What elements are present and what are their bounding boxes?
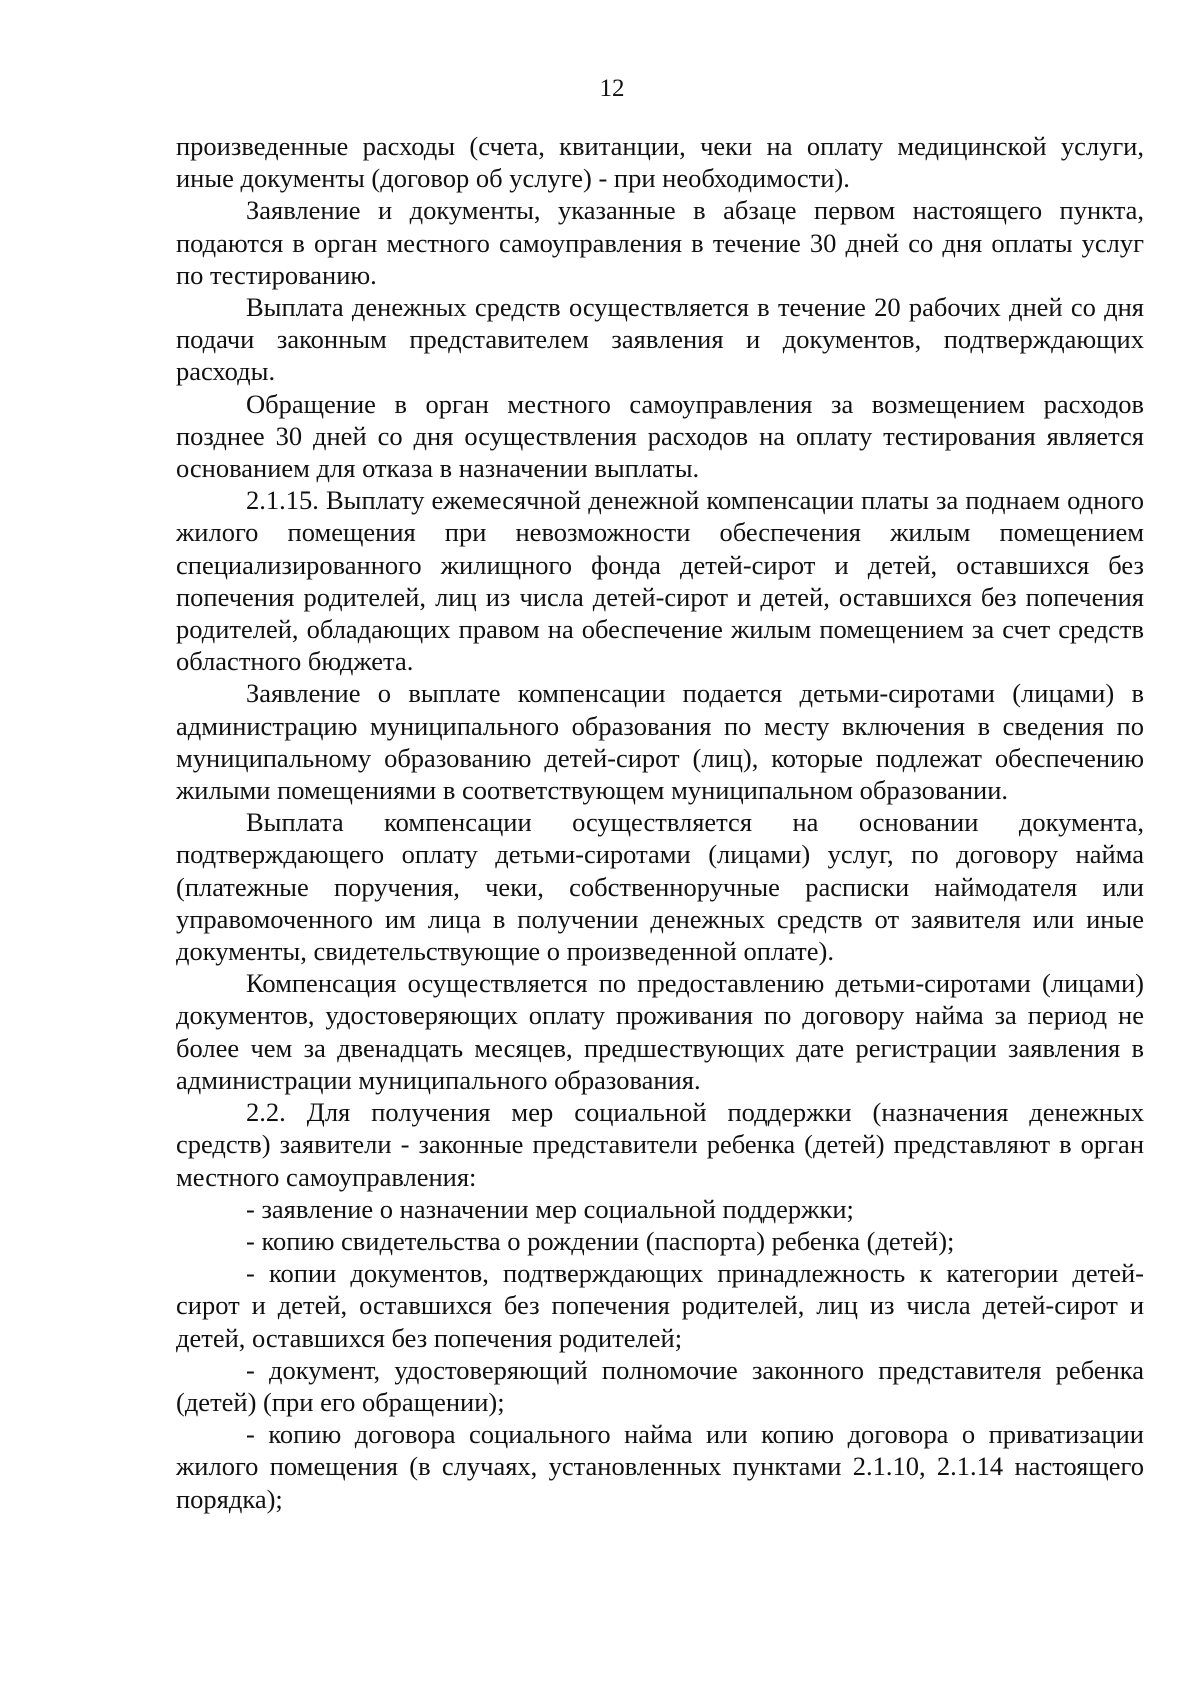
document-body	[176, 130, 1144, 1515]
paragraph: Обращение в орган местного самоуправления за возмещением расходов позднее 30 дней со дня осуществления расходов на оплату тестирования является основанием для отказа в назначении выплаты.	[176, 388, 1144, 484]
list-item: - заявление о назначении мер социальной поддержки;	[246, 1193, 854, 1224]
paragraph: 2.1.15. Выплату ежемесячной денежной компенсации платы за поднаем одного жилого помещения при невозможности обеспечения жилым помещением специализированного жилищного фонда детей-сирот и детей, оставшихся без попечения родителей, лиц из числа детей-сирот и детей, оставшихся без попечения родителей, обладающих правом на обеспечение жилым помещением за счет средств областного бюджета.	[176, 485, 1144, 677]
page-number: 12	[599, 75, 625, 102]
paragraph: Выплата денежных средств осуществляется в течение 20 рабочих дней со дня подачи законным представителем заявления и документов, подтверждающих расходы.	[176, 292, 1144, 387]
paragraph: Выплата компенсации осуществляется на основании документа, подтверждающего оплату детьми-сиротами (лицами) услуг, по договору найма (платежные поручения, чеки, собственноручные расписки наймодателя или управомоченного им лица в получении денежных средств от заявителя или иные документы, свидетельствующие о произведенной оплате).	[176, 807, 1144, 967]
paragraph: Заявление и документы, указанные в абзаце первом настоящего пункта, подаются в орган местного самоуправления в течение 30 дней со дня оплаты услуг по тестированию.	[176, 195, 1144, 290]
list-item: - копию свидетельства о рождении (паспорта) ребенка (детей);	[246, 1225, 955, 1256]
list-item: - копии документов, подтверждающих принадлежность к категории детей-сирот и детей, оставшихся без попечения родителей, лиц из числа детей-сирот и детей, оставшихся без попечения родителей;	[176, 1258, 1144, 1353]
paragraph: произведенные расходы (счета, квитанции, чеки на оплату медицинской услуги, иные документы (договор об услуге) - при необходимости).	[176, 131, 1144, 194]
list-item: - документ, удостоверяющий полномочие законного представителя ребенка (детей) (при его обращении);	[176, 1354, 1144, 1417]
paragraph: Заявление о выплате компенсации подается детьми-сиротами (лицами) в администрацию муниципального образования по месту включения в сведения по муниципальному образованию детей-сирот (лиц), которые подлежат обеспечению жилыми помещениями в соответствующем муниципальном образовании.	[176, 678, 1144, 806]
paragraph: Компенсация осуществляется по предоставлению детьми-сиротами (лицами) документов, удостоверяющих оплату проживания по договору найма за период не более чем за двенадцать месяцев, предшествующих дате регистрации заявления в администрации муниципального образования.	[176, 968, 1144, 1095]
paragraph: 2.2. Для получения мер социальной поддержки (назначения денежных средств) заявители - законные представители ребенка (детей) представляют в орган местного самоуправления:	[176, 1097, 1144, 1192]
list-item: - копию договора социального найма или копию договора о приватизации жилого помещения (в случаях, установленных пунктами 2.1.10, 2.1.14 настоящего порядка);	[176, 1419, 1144, 1514]
